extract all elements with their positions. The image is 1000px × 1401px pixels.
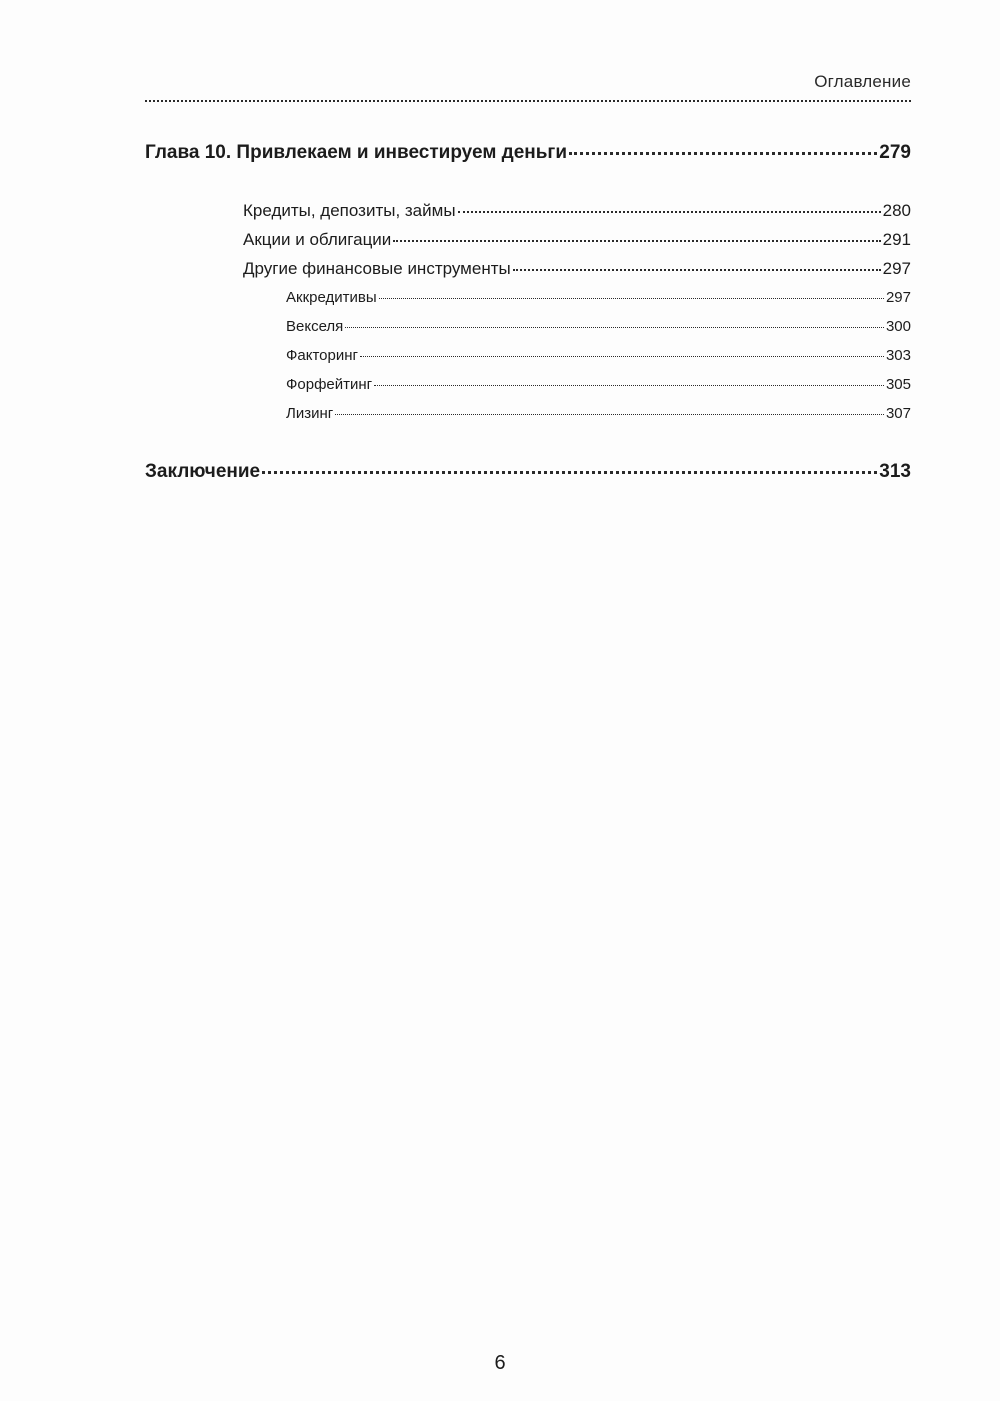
dot-leader — [513, 269, 881, 271]
page-number: 6 — [494, 1352, 506, 1374]
dot-leader — [374, 385, 884, 386]
toc-entry-label: Заключение — [145, 461, 261, 482]
toc-entry-label: Акции и облигации — [243, 230, 392, 249]
toc-entry-page: 279 — [879, 142, 911, 163]
toc-entry-label: Факторинг — [286, 347, 358, 364]
toc-entry-page: 297 — [885, 289, 911, 306]
toc-entry-forfaiting[interactable] — [286, 376, 911, 393]
dot-leader — [569, 152, 877, 155]
toc-entry-conclusion[interactable] — [145, 461, 911, 483]
running-header: Оглавление — [814, 72, 911, 91]
toc-entry-page: 300 — [885, 318, 911, 335]
toc-entry-credits[interactable] — [243, 201, 911, 221]
toc-entry-label: Векселя — [286, 318, 344, 335]
toc-entry-page: 303 — [885, 347, 911, 364]
toc-entry-leasing[interactable] — [286, 405, 911, 422]
toc-entry-label: Глава 10. Привлекаем и инвестируем деньги — [145, 142, 568, 163]
toc-entry-page: 307 — [885, 405, 911, 422]
toc-entry-label: Лизинг — [286, 405, 334, 422]
dot-leader — [379, 298, 884, 299]
toc-entry-stocks-bonds[interactable] — [243, 230, 911, 250]
toc-entry-chapter-10[interactable] — [145, 142, 911, 164]
dot-leader — [262, 471, 877, 474]
dot-leader — [458, 211, 881, 213]
toc-entry-label: Форфейтинг — [286, 376, 373, 393]
toc-entry-page: 305 — [885, 376, 911, 393]
toc-entry-label: Другие финансовые инструменты — [243, 259, 511, 278]
dot-leader — [360, 356, 884, 357]
dot-leader — [345, 327, 884, 328]
toc-entry-letters-of-credit[interactable] — [286, 289, 911, 306]
toc-entry-page: 313 — [879, 461, 911, 482]
toc-entry-label: Аккредитивы — [286, 289, 377, 306]
toc-entry-factoring[interactable] — [286, 347, 911, 364]
toc-entry-bills[interactable] — [286, 318, 911, 335]
toc-entry-label: Кредиты, депозиты, займы — [243, 201, 456, 220]
dot-leader — [335, 414, 884, 415]
dot-leader — [393, 240, 880, 242]
header-rule — [145, 100, 911, 102]
toc-entry-page: 280 — [882, 201, 911, 220]
toc-entry-page: 291 — [882, 230, 911, 249]
toc-entry-other-instruments[interactable] — [243, 259, 911, 279]
toc-entry-page: 297 — [882, 259, 911, 278]
